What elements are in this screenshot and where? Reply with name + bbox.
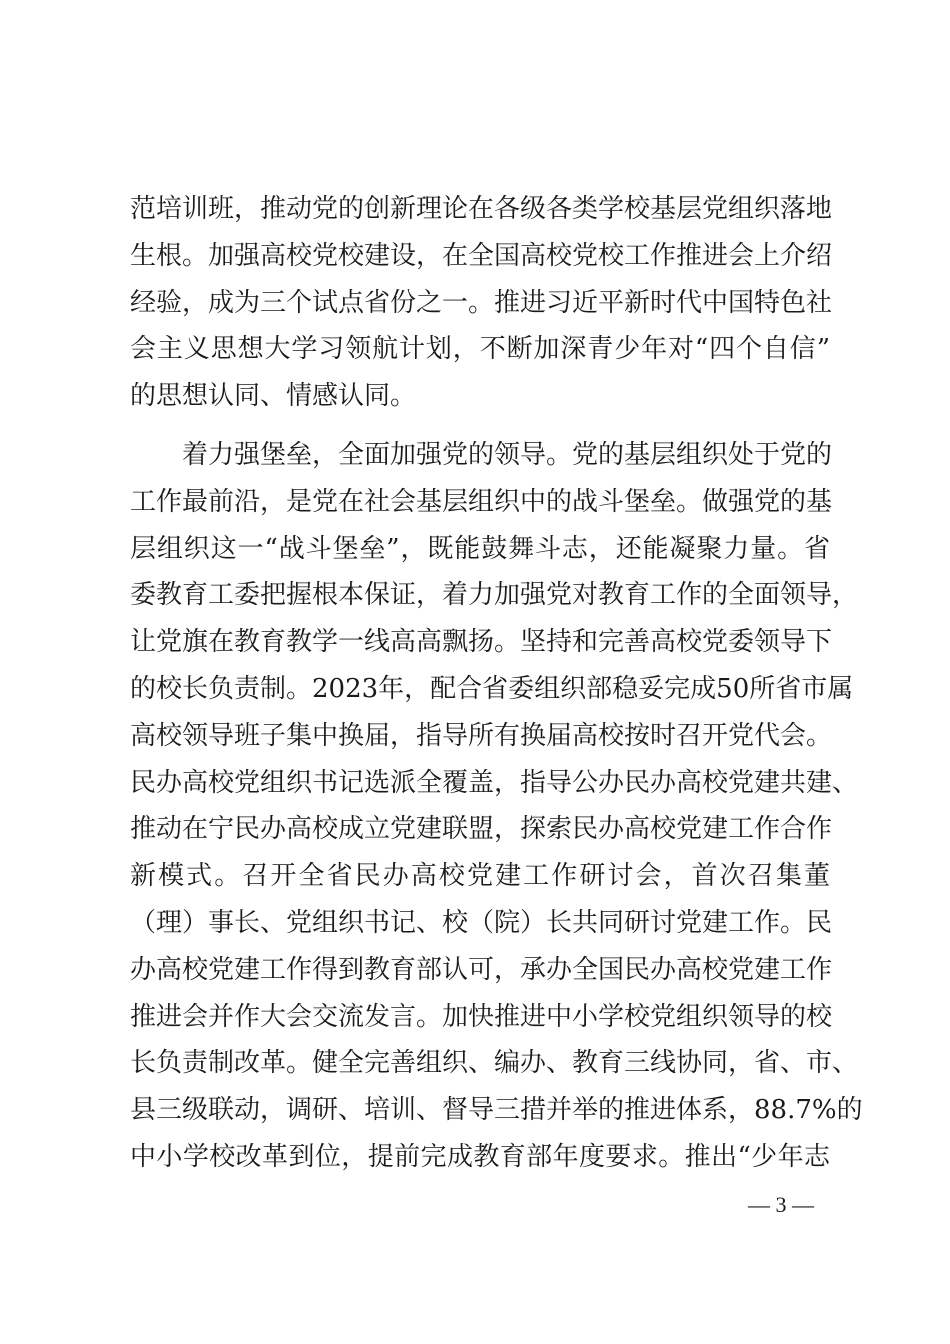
body-text	[130, 186, 863, 1181]
paragraph-line: 办高校党建工作得到教育部认可，承办全国民办高校党建工作	[130, 954, 833, 985]
paragraph-line: 长负责制改革。健全完善组织、编办、教育三线协同，省、市、	[130, 1048, 859, 1079]
paragraph-line: 着力强堡垒，全面加强党的领导。党的基层组织处于党的	[182, 439, 833, 470]
paragraph-line: 的校长负责制。2023年，配合省委组织部稳妥完成50所省市属	[130, 673, 854, 704]
paragraph-line: 委教育工委把握根本保证，着力加强党对教育工作的全面领导，	[130, 580, 859, 611]
paragraph-line: 新模式。召开全省民办高校党建工作研讨会，首次召集董	[130, 861, 830, 892]
paragraph-line: （理）事长、党组织书记、校（院）长共同研讨党建工作。民	[130, 907, 833, 938]
paragraph-line: 高校领导班子集中换届，指导所有换届高校按时召开党代会。	[130, 720, 833, 751]
paragraph-line: 民办高校党组织书记选派全覆盖，指导公办民办高校党建共建、	[130, 767, 859, 798]
paragraph-line: 的思想认同、情感认同。	[130, 381, 417, 412]
paragraph-2	[130, 432, 863, 1181]
page-number: — 3 —	[748, 1192, 814, 1217]
paragraph-1	[130, 186, 833, 420]
paragraph-line: 中小学校改革到位，提前完成教育部年度要求。推出“少年志	[130, 1141, 830, 1172]
paragraph-line: 县三级联动，调研、培训、督导三措并举的推进体系，88.7%的	[130, 1095, 863, 1126]
paragraph-line: 范培训班，推动党的创新理论在各级各类学校基层党组织落地	[130, 194, 833, 224]
paragraph-line: 推动在宁民办高校成立党建联盟，探索民办高校党建工作合作	[130, 814, 833, 845]
paragraph-line: 推进会并作大会交流发言。加快推进中小学校党组织领导的校	[130, 1001, 833, 1032]
paragraph-gap	[130, 420, 830, 432]
paragraph-line: 经验，成为三个试点省份之一。推进习近平新时代中国特色社	[130, 287, 833, 318]
paragraph-line: 会主义思想大学习领航计划，不断加深青少年对“四个自信”	[130, 334, 830, 365]
paragraph-line: 层组织这一“战斗堡垒”，既能鼓舞斗志，还能凝聚力量。省	[130, 533, 830, 564]
paragraph-line: 工作最前沿，是党在社会基层组织中的战斗堡垒。做强党的基	[130, 486, 833, 517]
paragraph-line: 让党旗在教育教学一线高高飘扬。坚持和完善高校党委领导下	[130, 627, 833, 658]
paragraph-line: 生根。加强高校党校建设，在全国高校党校工作推进会上介绍	[130, 240, 833, 271]
